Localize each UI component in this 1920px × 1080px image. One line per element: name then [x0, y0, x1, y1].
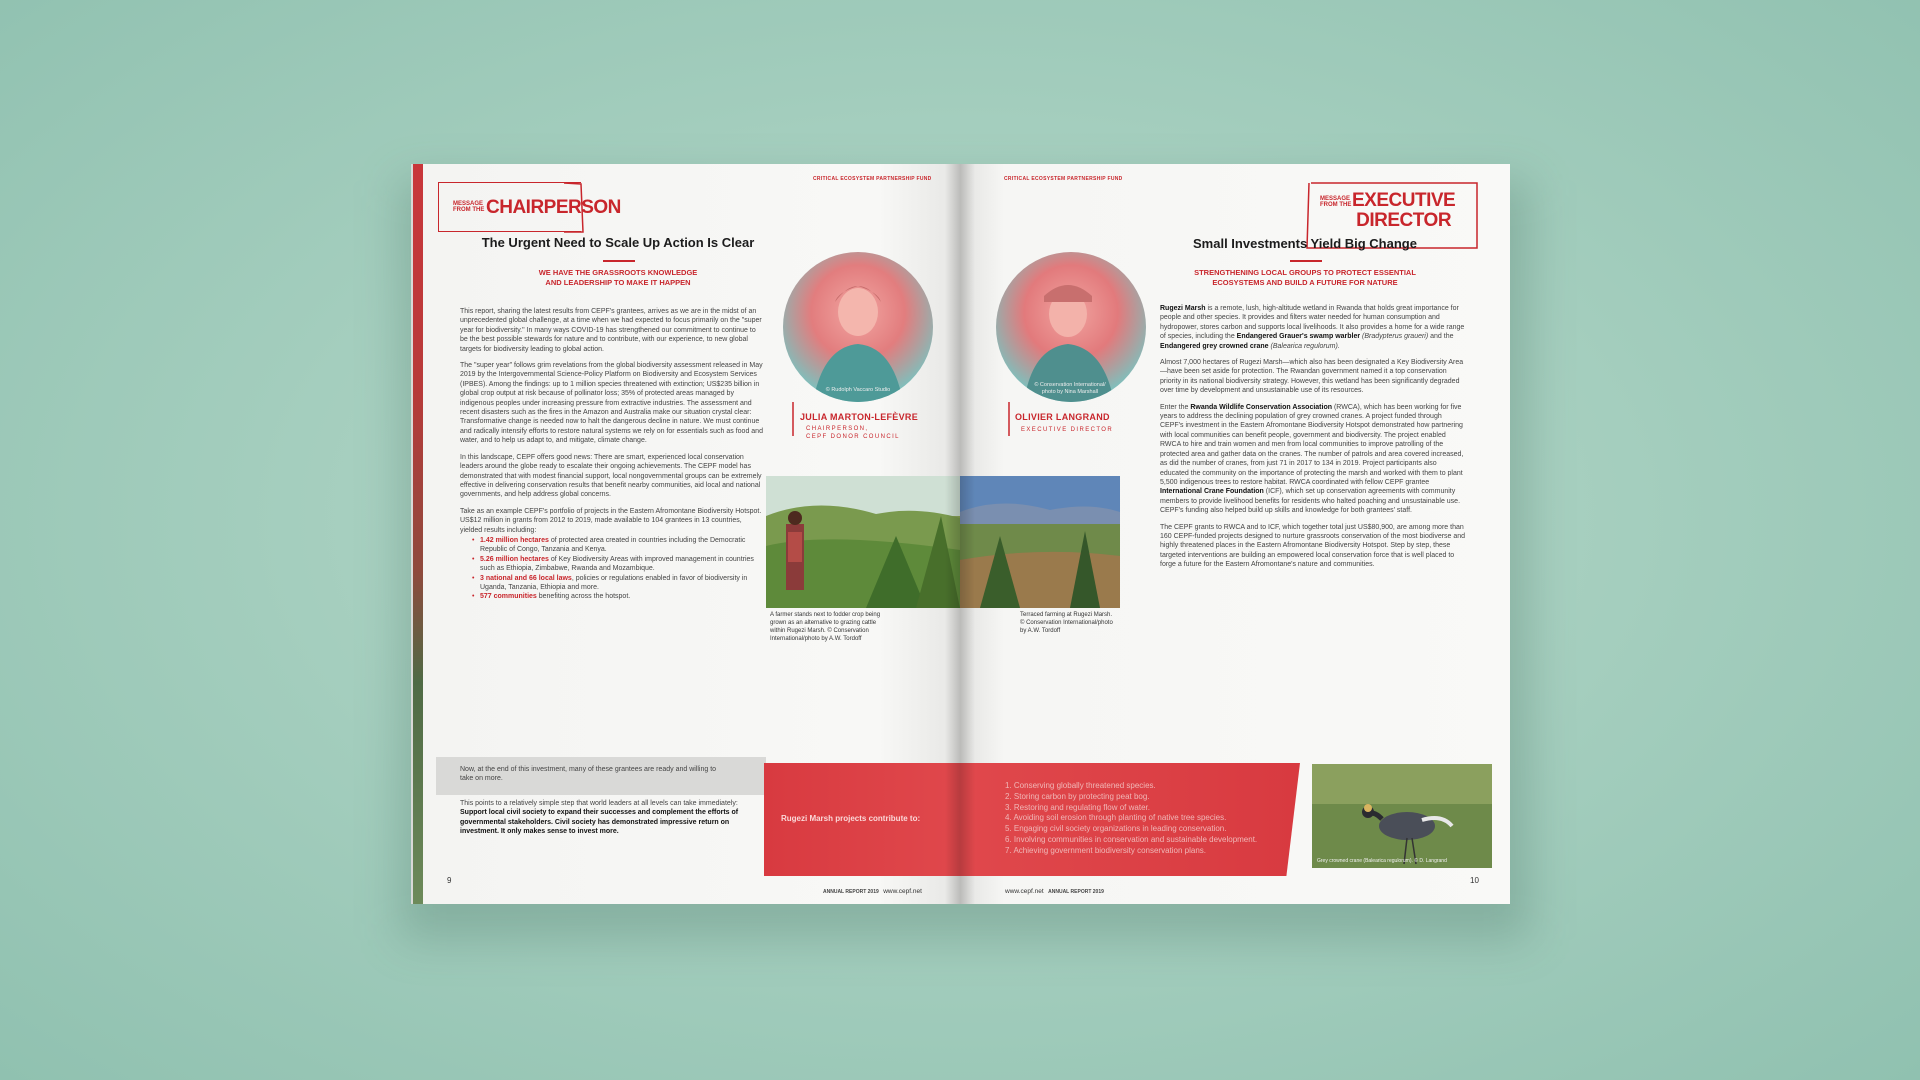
left-red-box-label: Rugezi Marsh projects contribute to:: [781, 814, 921, 823]
right-p1: Rugezi Marsh is a remote, lush, high-altitude wetland in Rwanda that holds great importance for people and other species. It provides and filters water needed for human consumption and hydropower, stores carbon and supports local livelihoods. It also provides a home for a wide range of species, including the Endangered Grauer's swamp warbler (Bradypterus graueri) and the Endangered grey crowned crane (Balearica regulorum).: [1160, 305, 1465, 350]
left-page-number: 9: [447, 876, 452, 885]
right-subhead: STRENGTHENING LOCAL GROUPS TO PROTECT ESSENTIAL ECOSYSTEMS AND BUILD A FUTURE FOR NATURE: [1194, 268, 1416, 287]
left-page-edge-strip: [413, 164, 423, 904]
crane-photo-image: [1312, 764, 1492, 868]
left-page: [413, 164, 960, 904]
left-masthead-small: MESSAGE FROM THE: [453, 201, 485, 213]
contribution-item: 6. Involving communities in conservation and sustainable development.: [1005, 834, 1258, 844]
chairperson-portrait: [783, 252, 933, 402]
left-p2: The "super year" follows grim revelations from the global biodiversity assessment released in May 2019 by the Intergovernmental Science-Policy Platform on Biodiversity and Ecosystem Services (IPBES). Among the findings: up to 1 million species threatened with extinction; US$235 billion in global crop output at risk because of pollinator loss; 35% of protected areas managed by indigenous peoples under increasing pressure from extractive industries. The assessment and recent disasters such as the fires in the Amazon and Australia make our situation crystal clear: Transformative change is needed now to halt the dangerous decline in nature. We must continue and radically intensify efforts to restore natural systems we rely on for essentials such as food and water, and to help us adapt to, and mitigate, climate change.: [460, 362, 763, 445]
terraced-farming-photo-image: [960, 476, 1120, 608]
left-kicker: CRITICAL ECOSYSTEM PARTNERSHIP FUND: [813, 176, 932, 182]
right-page-number: 10: [1470, 876, 1479, 885]
contribution-item: 7. Achieving government biodiversity conservation plans.: [1005, 845, 1206, 855]
right-kicker: CRITICAL ECOSYSTEM PARTNERSHIP FUND: [1004, 176, 1123, 182]
right-headline: Small Investments Yield Big Change: [1193, 236, 1417, 251]
left-bullet-list: [470, 536, 765, 602]
right-p2: Almost 7,000 hectares of Rugezi Marsh—which also has been designated a Key Biodiversity Area—have been set aside for protection. The Rwandan government named it a top conservation priority in its national biodiversity strategy. However, this wetland has been significantly degraded over time by development and unsustainable use of its resources.: [1160, 359, 1464, 395]
bullet-item: • 577 communities benefiting across the hotspot.: [470, 592, 765, 601]
contribution-list: [1005, 781, 1257, 857]
contribution-item: 2. Storing carbon by protecting peat bog.: [1005, 791, 1150, 801]
chairperson-role: CHAIRPERSON, CEPF DONOR COUNCIL: [806, 426, 900, 440]
left-headline: The Urgent Need to Scale Up Action Is Clear: [481, 235, 755, 250]
farmer-photo: [766, 476, 960, 608]
left-body: [460, 307, 765, 602]
left-p5: Now, at the end of this investment, many of these grantees are ready and willing to take on more.: [460, 766, 717, 783]
chairperson-portrait-figure: [783, 252, 933, 402]
bullet-item: • 5.26 million hectares of Key Biodiversity Areas with improved management in countries such as Ethiopia, Zimbabwe, Rwanda and Mozambique.: [470, 555, 765, 574]
left-footer: ANNUAL REPORT 2019 www.cepf.net: [823, 888, 922, 895]
right-name-rule: [1007, 402, 1013, 436]
left-headline-rule: [603, 260, 635, 262]
executive-director-portrait-figure: [996, 252, 1146, 402]
left-p6: This points to a relatively simple step that world leaders at all levels can take immediately: Support local civil society to expand their successes and complement the efforts of governmental stakeholders. Civil society has demonstrated impressive return on investment. It only makes sense to invest more.: [460, 800, 739, 836]
right-p4: The CEPF grants to RWCA and to ICF, which together total just US$80,900, are among more than 160 CEPF-funded projects designed to nurture grassroots conservation of the most biodiverse and highly threatened places in the Eastern Afromontane Biodiversity Hotspot. Step by step, these targeted interventions are building an empowered local conservation force that is well placed to forge a future for the Eastern Afromontane's nature and communities.: [1160, 523, 1466, 569]
right-headline-rule: [1290, 260, 1322, 262]
left-p1: This report, sharing the latest results from CEPF's grantees, arrives as we are in the midst of an unprecedented global challenge, at a time when we had expected to focus primarily on the "super year for biodiversity." In many ways COVID-19 has strengthened our commitment to continue to be the best possible stewards for nature and to contribute, with our experience, to new global targets for biodiversity leading to global action.: [460, 308, 762, 353]
executive-director-name: OLIVIER LANGRAND: [1015, 412, 1110, 422]
right-masthead-small: MESSAGE FROM THE: [1320, 196, 1352, 208]
terraced-farming-photo: [960, 476, 1120, 608]
executive-director-portrait-credit: © Conservation International/ photo by Nina Marshall: [1034, 382, 1106, 395]
contribution-item: 4. Avoiding soil erosion through planting of native tree species.: [1005, 813, 1227, 823]
left-name-rule: [791, 402, 797, 436]
chairperson-portrait-credit: © Rudolph Vaccaro Studio: [825, 387, 891, 393]
contribution-item: 5. Engaging civil society organizations in leading conservation.: [1005, 824, 1227, 834]
right-masthead-title: EXECUTIVE DIRECTOR: [1352, 190, 1456, 231]
right-p3: Enter the Rwanda Wildlife Conservation Association (RWCA), which has been working for five years to address the declining population of grey crowned cranes. A project funded through CEPF's investment in the Eastern Afromontane Biodiversity Hotspot demonstrated how partnering with local communities can benefit people, government and biodiversity. The project enabled RWCA to hire and train women and men from local communities to improve patrolling of the protected area and gather data on the cranes. The number of patrols and area covered increased, as did the number of cranes, from just 71 in 2017 to 134 in 2019. Project participants also educated the community on the importance of protecting the marsh and worked with them to plant 5,500 indigenous trees to restore habitat. RWCA coordinated with fellow CEPF grantee International Crane Foundation (ICF), which set up conservation agreements with community members to provide livelihood benefits for residents who halted poaching and unsustainable use. CEPF's funding also helped build up skills and knowledge for both grantees' staff.: [1160, 403, 1464, 515]
right-body: [1160, 304, 1467, 570]
executive-director-role: EXECUTIVE DIRECTOR: [1021, 427, 1114, 433]
left-p3: In this landscape, CEPF offers good news: There are smart, experienced local conservation leaders around the globe ready to escalate their ongoing achievements. The CEPF model has demonstrated that with modest financial support, local nongovernmental groups can be extremely effective in delivering conservation results that benefit nearby communities, aid local and national governments, and help address global concerns.: [460, 453, 762, 499]
contribution-item: 1. Conserving globally threatened species.: [1005, 781, 1156, 790]
left-subhead: WE HAVE THE GRASSROOTS KNOWLEDGE AND LEADERSHIP TO MAKE IT HAPPEN: [538, 268, 698, 287]
right-page: [960, 164, 1510, 904]
executive-director-portrait: [996, 252, 1146, 402]
bullet-item: • 1.42 million hectares of protected area created in countries including the Democratic Republic of Congo, Tanzania and Kenya.: [470, 536, 765, 555]
crane-photo-caption: Grey crowned crane (Balearica regulorum). © D. Langrand: [1317, 858, 1447, 864]
terraced-farming-caption: Terraced farming at Rugezi Marsh. © Conservation International/photo by A.W. Tordoff: [1020, 612, 1113, 634]
farmer-photo-image: [766, 476, 960, 608]
chairperson-name: JULIA MARTON-LEFÈVRE: [800, 412, 919, 422]
contribution-item: 3. Restoring and regulating flow of water.: [1005, 802, 1150, 812]
farmer-photo-caption: A farmer stands next to fodder crop being grown as an alternative to grazing cattle within Rugezi Marsh. © Conservation International/photo by A.W. Tordoff: [770, 612, 881, 642]
right-footer: www.cepf.net ANNUAL REPORT 2019: [1005, 888, 1104, 895]
bullet-item: • 3 national and 66 local laws, policies or regulations enabled in favor of biodiversity in Uganda, Tanzania, Ethiopia and more.: [470, 574, 765, 593]
crane-photo: [1312, 764, 1492, 868]
left-masthead-title: CHAIRPERSON: [486, 197, 621, 218]
left-p4: Take as an example CEPF's portfolio of projects in the Eastern Afromontane Biodiversity Hotspot. US$12 million in grants from 2012 to 2019, made available to 104 grantees in 13 countries, yielded results including:: [460, 507, 762, 534]
